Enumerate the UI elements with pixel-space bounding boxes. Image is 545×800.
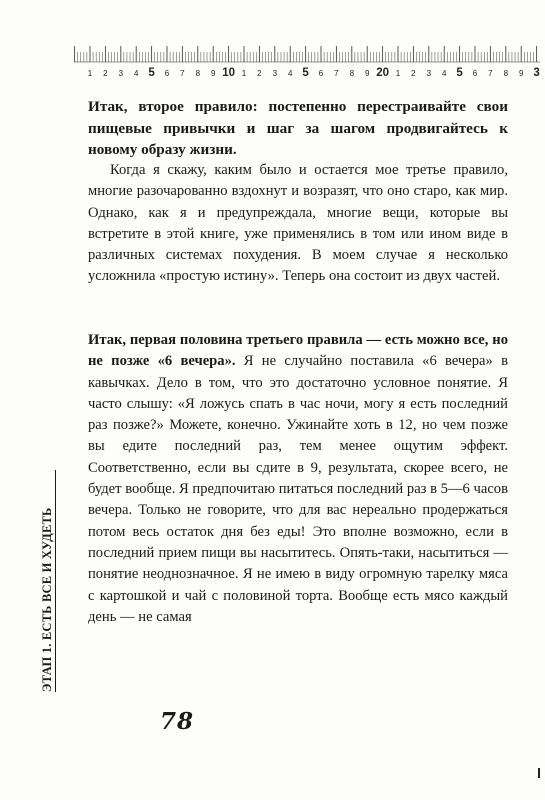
ruler-label: 10 — [222, 67, 235, 79]
running-head: ЭТАП 1. ЕСТЬ ВСЕ И ХУДЕТЬ — [40, 470, 56, 692]
ruler-label: 7 — [180, 69, 185, 78]
ruler-label: 7 — [334, 69, 339, 78]
ruler-label: 1 — [87, 69, 93, 78]
section-heading-rule-2: Итак, второе правило: постепенно перестраивайте свои пищевые привычки и шаг за шагом продвигайтесь к новому образу жизни. — [88, 98, 508, 158]
ruler-label: 5 — [302, 67, 309, 79]
ruler-label: 4 — [441, 69, 447, 78]
ruler-label: 3 — [426, 69, 432, 78]
ruler-label: 5 — [456, 67, 463, 79]
ruler-label: 2 — [257, 69, 262, 78]
ruler-label: 2 — [103, 69, 108, 78]
rule-3-heading: Итак, первая половина третьего правила — есть можно все, но не позже «6 вечера». — [88, 332, 508, 370]
ruler-label: 3 — [272, 69, 278, 78]
ruler-label: 6 — [318, 69, 324, 78]
rule-3-text: Я не случайно поставила «6 вечера» в кавычках. Дело в том, что это достаточно условное понятие. Я часто слышу: «Я ложусь спать в час ночи, могу я есть последний раз позже?» Можете, конечно. Ужинайте хоть в 12, но чем позже вы едите последний раз, тем менее ощутим эффект. Соответственно, если вы сдите в 9, результата, скорее всего, не будет вообще. Я предпочитаю питаться последний раз в 5—6 часов вечера. Только не говорите, что для вас нереально продержаться потом весь остаток дня без еды! Это вполне возможно, если в последний прием пищи вы насытитесь. Опять-таки, насытиться — понятие неоднозначное. Я не имею в виду огромную тарелку мяса с картошкой и чай с половиной торта. Вообще есть мясо каждый день — не самая — [88, 353, 508, 625]
ruler-label: 3 — [118, 69, 124, 78]
ruler-label: 9 — [364, 69, 370, 78]
ruler-label: 8 — [503, 69, 509, 78]
ruler-label: 7 — [488, 69, 493, 78]
ruler-label: 5 — [148, 67, 155, 79]
ruler-label: 20 — [376, 67, 389, 79]
ruler-label: 6 — [164, 69, 170, 78]
body-paragraph: Когда я скажу, каким было и остается мое третье правило, многие разочарованно вздохнут и возразят, что оно старо, как мир. Однако, как я и предупреждала, многие вещи, которые вы встретите в этой книге, уже применялись в том или ином виде в различных системах похудения. В моем случае я несколько усложнила «простую истину». Теперь она состоит из двух частей. — [88, 162, 508, 285]
ruler-label: 6 — [472, 69, 478, 78]
ruler-label: 8 — [349, 69, 355, 78]
ruler-label: 3 — [533, 67, 540, 79]
body-paragraph-rule-3 — [88, 330, 508, 628]
page-edge-mark — [538, 768, 540, 778]
ruler-label: 4 — [133, 69, 139, 78]
ruler-label: 1 — [395, 69, 401, 78]
ruler — [74, 42, 540, 80]
page-number: 78 — [160, 708, 195, 735]
ruler-graphic — [74, 42, 540, 80]
ruler-label: 2 — [411, 69, 416, 78]
ruler-label: 1 — [241, 69, 247, 78]
ruler-label: 8 — [195, 69, 201, 78]
ruler-label: 4 — [287, 69, 293, 78]
ruler-label: 9 — [518, 69, 524, 78]
ruler-label: 9 — [210, 69, 216, 78]
